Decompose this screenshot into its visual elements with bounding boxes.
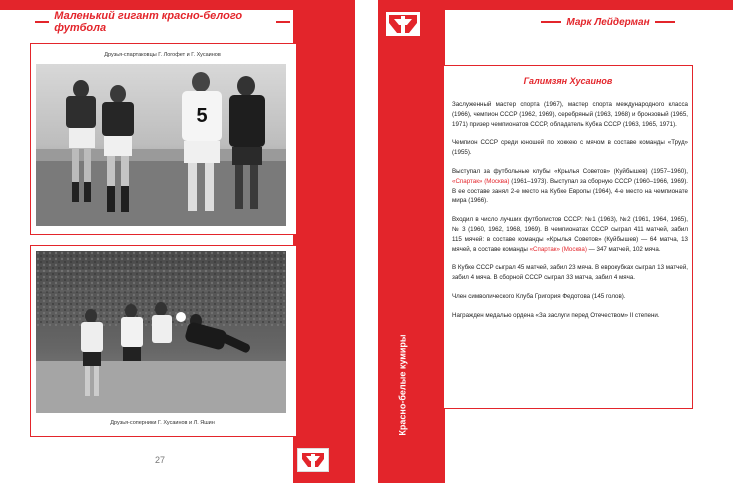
bio-text-span: Чемпион СССР среди юношей по хоккею с мячом в составе команды «Труд» (1955). bbox=[452, 139, 688, 157]
club-highlight: «Спартак» (Москва) bbox=[452, 177, 510, 185]
side-section-text: Красно-белые кумиры bbox=[398, 334, 409, 436]
bio-text-span: В Кубке СССР сыграл 45 матчей, забил 23 мяча. В еврокубках сыграл 13 матчей, забил 4 мяча. В сборной СССР сыграл 33 матча, забил 4 мяча. bbox=[452, 264, 688, 282]
photo1-image bbox=[36, 64, 286, 226]
right-page bbox=[378, 0, 733, 483]
bio-text bbox=[452, 100, 688, 330]
photo1-caption: Друзья-спартаковцы Г. Логофет и Г. Хусаинов bbox=[104, 52, 221, 58]
bio-paragraph bbox=[452, 292, 688, 302]
right-page-header bbox=[508, 12, 708, 32]
left-header-title: Маленький гигант красно-белого футбола bbox=[54, 10, 243, 34]
spartak-logo-icon bbox=[300, 451, 326, 469]
left-page bbox=[0, 0, 355, 483]
shirt-number: 5 bbox=[196, 105, 208, 127]
spartak-logo bbox=[297, 448, 329, 472]
bio-text-span: (1961–1973). Выступал за сборную СССР (1960–1966, 1969). В ее составе занял 2-е место на Кубке Европы (1964), 4-е место на чемпионате мира (1966). bbox=[452, 177, 688, 205]
bio-text-span: Награжден медалью ордена «За заслуги перед Отечеством» II степени. bbox=[452, 311, 660, 319]
book-gutter bbox=[355, 0, 378, 483]
club-highlight: «Спартак» (Москва) bbox=[529, 245, 587, 253]
bio-text-span: Входил в число лучших футболистов СССР: №1 (1963), №2 (1961, 1964, 1965), № 3 (1960, 1962, 1968, 1969). В чемпионатах СССР сыграл 411 матчей, забил 115 мячей: в составе команды «Крылья Советов» (Куйбышев) — 64 матча, 13 мячей, в составе команды bbox=[452, 216, 688, 253]
bio-text-span: Выступал за футбольные клубы «Крылья Советов» (Куйбышев) (1957–1960), bbox=[452, 167, 688, 175]
bio-title: Галимзян Хусаинов bbox=[523, 76, 613, 86]
photo2-image bbox=[36, 251, 286, 413]
bio-paragraph bbox=[452, 138, 688, 158]
bio-paragraph bbox=[452, 215, 688, 254]
side-section-label bbox=[396, 330, 410, 440]
spartak-logo-top bbox=[386, 12, 420, 36]
spartak-logo-top-icon bbox=[387, 13, 419, 35]
bio-paragraph bbox=[452, 100, 688, 129]
right-header-title: Марк Лейдерман bbox=[566, 16, 650, 28]
photo2-caption: Друзья-соперники Г. Хусаинов и Л. Яшин bbox=[110, 420, 215, 426]
side-red-band-right bbox=[378, 0, 445, 483]
bio-paragraph bbox=[452, 263, 688, 283]
bio-text-span: Член символического Клуба Григория Федотова (145 голов). bbox=[452, 292, 626, 300]
bio-paragraph bbox=[452, 167, 688, 206]
photo-logofet-khusainov bbox=[36, 64, 286, 226]
left-page-header bbox=[30, 12, 295, 32]
bio-text-span: Заслуженный мастер спорта (1967), мастер спорта международного класса (1966), чемпион СССР (1962, 1969), серебряный (1963, 1968) и бронзовый (1965, 1971) призер чемпионатов СССР, обладатель Кубка СССР (1963, 1965, 1971). bbox=[452, 101, 688, 128]
bio-text-span: — 347 матчей, 102 мяча. bbox=[586, 245, 661, 253]
page-number: 27 bbox=[155, 455, 166, 465]
side-red-band bbox=[293, 0, 355, 483]
bio-paragraph bbox=[452, 311, 688, 321]
photo-khusainov-yashin bbox=[36, 251, 286, 413]
